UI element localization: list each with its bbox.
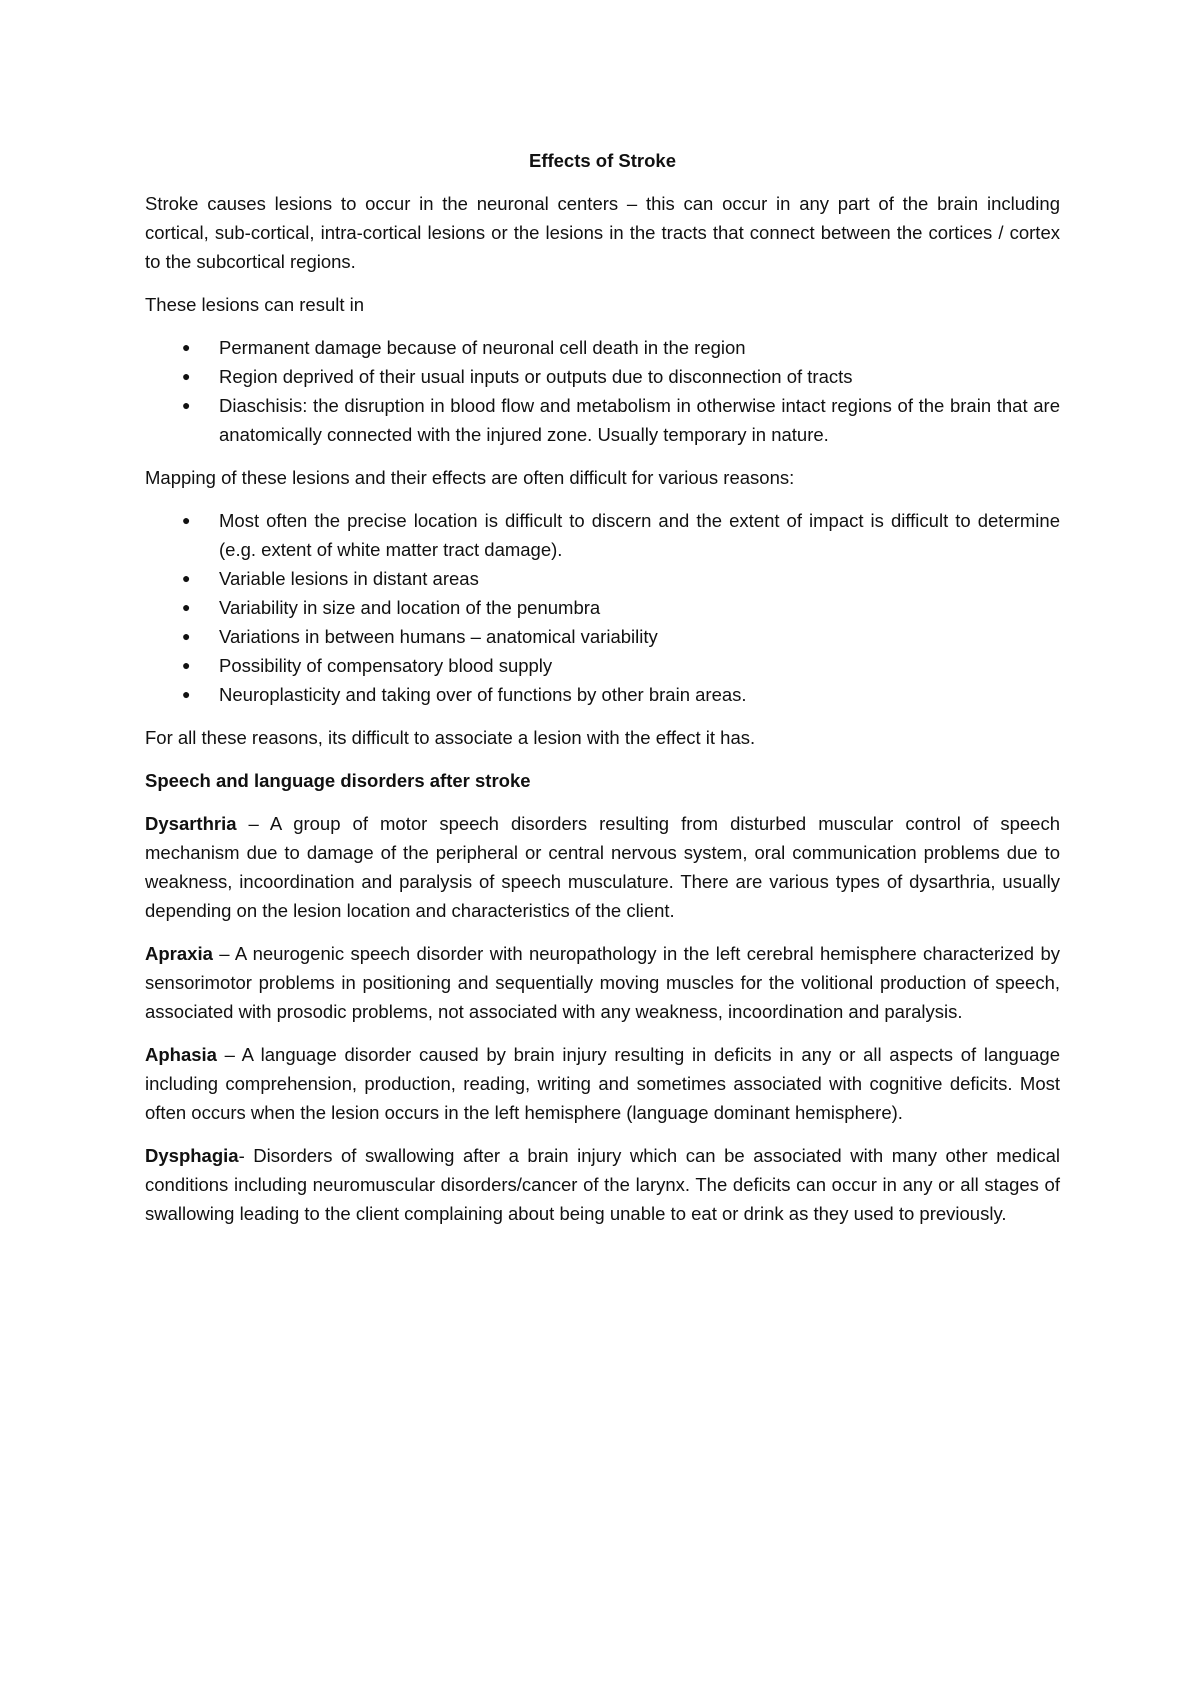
page-title: Effects of Stroke [528,150,676,171]
disorder-description: – A neurogenic speech disorder with neuropathology in the left cerebral hemisphere characterized by sensorimotor problems in positioning and sequentially moving muscles for the volitional production of speech, associated with prosodic problems, not associated with any weakness, incoordination and paralysis. [145,943,1060,1022]
bullet-icon: ● [182,570,191,586]
bullet-icon: ● [182,339,191,355]
intro-paragraph: Stroke causes lesions to occur in the neuronal centers – this can occur in any part of the brain including cortical, sub-cortical, intra-cortical lesions or the lesions in the tracts that connect between the cortices / cortex to the subcortical regions. [145,193,1060,272]
disorder-paragraph-dysarthria [145,809,1060,925]
disorder-term: Apraxia [145,943,213,964]
list-item-text: Variability in size and location of the penumbra [219,597,601,618]
bullet-icon: ● [182,657,191,673]
disorder-term: Dysarthria [145,813,237,834]
disorder-paragraph-apraxia [145,939,1060,1026]
bullet-icon: ● [182,599,191,615]
list-item [145,391,1060,449]
list-item-text: Variable lesions in distant areas [219,568,479,589]
disorder-description: – A group of motor speech disorders resulting from disturbed muscular control of speech mechanism due to damage of the peripheral or central nervous system, oral communication problems due to weakness, incoordination and paralysis of speech musculature. There are various types of dysarthria, usually depending on the lesion location and characteristics of the client. [145,813,1060,921]
disorder-paragraph-aphasia [145,1040,1060,1127]
lesion-results-list [145,333,1060,449]
list-item-text: Possibility of compensatory blood supply [219,655,553,676]
list-item-text: Permanent damage because of neuronal cell death in the region [219,337,746,358]
document-page [145,146,1060,1242]
list-item-text: Region deprived of their usual inputs or outputs due to disconnection of tracts [219,366,853,387]
conclusion-paragraph: For all these reasons, its difficult to associate a lesion with the effect it has. [145,727,756,748]
list-item-text: Variations in between humans – anatomical variability [219,626,658,647]
lesions-lead-text: These lesions can result in [145,294,365,315]
bullet-icon: ● [182,397,191,413]
bullet-icon: ● [182,368,191,384]
bullet-icon: ● [182,628,191,644]
bullet-icon: ● [182,512,191,528]
bullet-icon: ● [182,686,191,702]
disorder-paragraph-dysphagia [145,1141,1060,1228]
list-item [145,333,1060,362]
mapping-reasons-list [145,506,1060,709]
mapping-lead-text: Mapping of these lesions and their effects are often difficult for various reasons: [145,467,795,488]
disorder-description: – A language disorder caused by brain injury resulting in deficits in any or all aspects of language including comprehension, production, reading, writing and sometimes associated with cognitive deficits. Most often occurs when the lesion occurs in the left hemisphere (language dominant hemisphere). [145,1044,1060,1123]
list-item [145,651,1060,680]
list-item-text: Most often the precise location is difficult to discern and the extent of impact is difficult to determine (e.g. extent of white matter tract damage). [219,510,1060,560]
list-item [145,593,1060,622]
list-item-text: Diaschisis: the disruption in blood flow and metabolism in otherwise intact regions of the brain that are anatomically connected with the injured zone. Usually temporary in nature. [219,395,1060,445]
list-item [145,564,1060,593]
disorder-term: Aphasia [145,1044,217,1065]
list-item [145,506,1060,564]
disorder-term: Dysphagia [145,1145,239,1166]
disorder-description: - Disorders of swallowing after a brain injury which can be associated with many other medical conditions including neuromuscular disorders/cancer of the larynx. The deficits can occur in any or all stages of swallowing leading to the client complaining about being unable to eat or drink as they used to previously. [145,1145,1060,1224]
list-item-text: Neuroplasticity and taking over of functions by other brain areas. [219,684,747,705]
list-item [145,680,1060,709]
section-heading: Speech and language disorders after stroke [145,770,531,791]
list-item [145,362,1060,391]
list-item [145,622,1060,651]
